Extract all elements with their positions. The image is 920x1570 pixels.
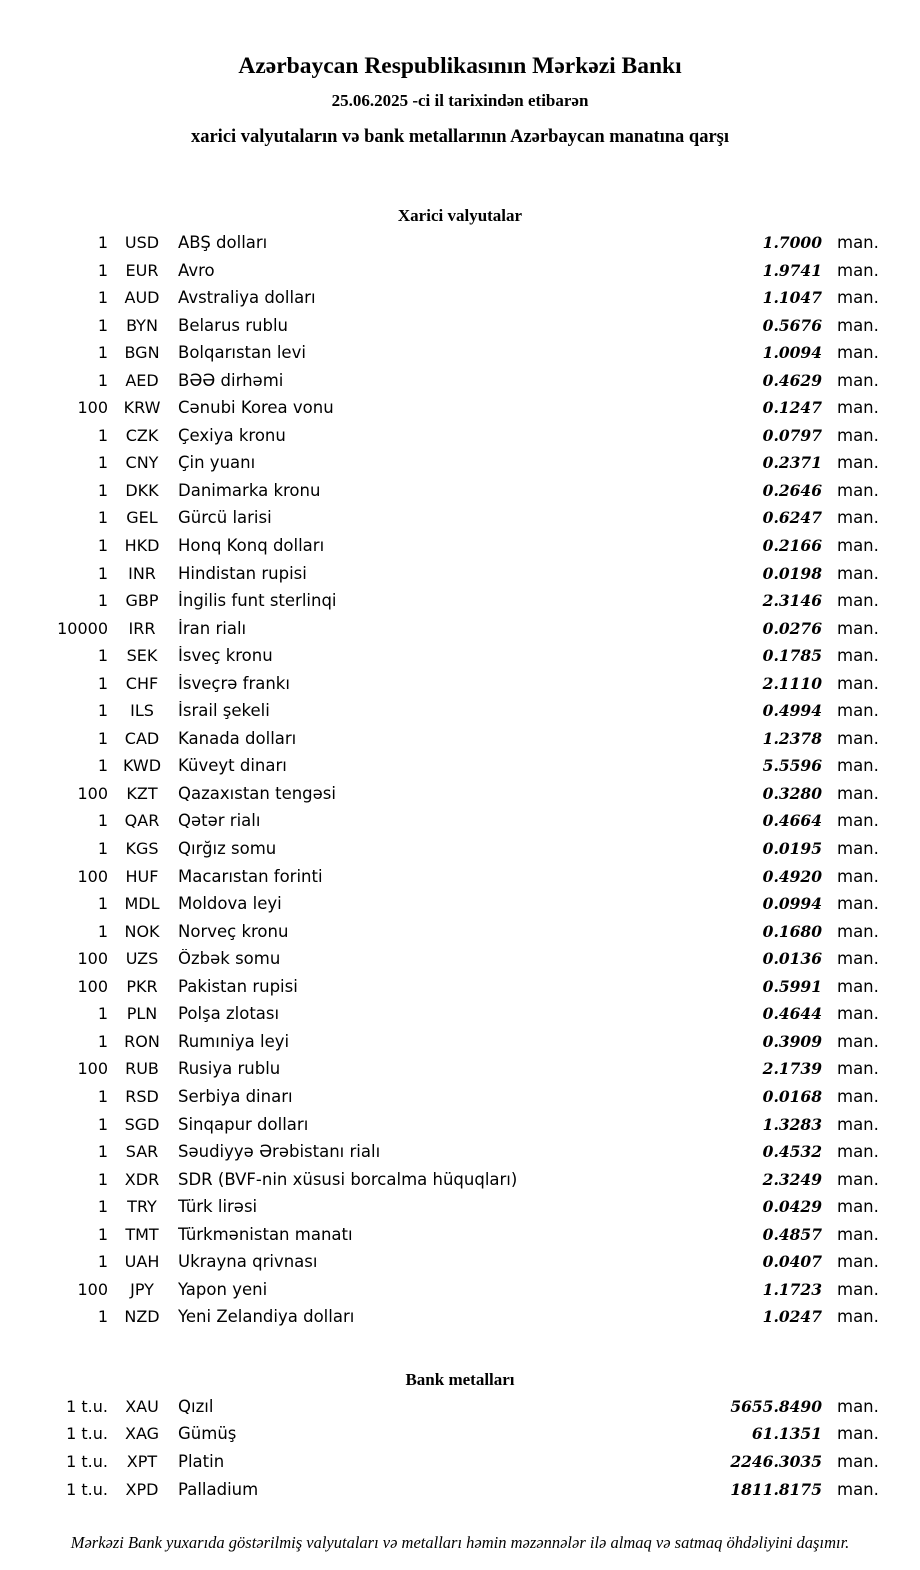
row-rate: 2.1739 <box>762 1059 822 1079</box>
page-title: Azərbaycan Respublikasının Mərkəzi Bankı <box>238 53 682 79</box>
row-unit: man. <box>837 976 879 996</box>
row-code: NZD <box>124 1307 160 1327</box>
row-qty: 1 <box>97 480 108 500</box>
row-name: ABŞ dolları <box>178 233 268 252</box>
row-code: IRR <box>128 618 156 638</box>
row-qty: 1 <box>97 1307 108 1327</box>
currency-row <box>0 867 920 895</box>
row-qty: 1 t.u. <box>66 1479 108 1499</box>
row-code: XPT <box>126 1451 158 1471</box>
row-qty: 100 <box>77 976 108 996</box>
currency-row <box>0 1225 920 1253</box>
row-qty: 10000 <box>57 618 108 638</box>
row-rate: 0.5991 <box>762 976 822 996</box>
row-qty: 1 t.u. <box>66 1424 108 1444</box>
row-qty: 1 <box>97 425 108 445</box>
row-name: Serbiya dinarı <box>178 1086 293 1106</box>
row-rate: 2.1110 <box>762 673 822 693</box>
currency-row <box>0 839 920 867</box>
row-qty: 100 <box>77 1279 108 1299</box>
row-rate: 0.0276 <box>762 618 822 638</box>
row-name: Pakistan rupisi <box>178 976 298 996</box>
currency-row <box>0 536 920 564</box>
row-code: GBP <box>125 591 159 611</box>
currency-row <box>0 977 920 1005</box>
row-code: BGN <box>124 343 160 363</box>
row-code: PKR <box>126 976 158 996</box>
row-unit: man. <box>837 1114 879 1134</box>
row-unit: man. <box>837 646 879 666</box>
row-qty: 1 <box>97 1031 108 1051</box>
metals-section-heading: Bank metalları <box>405 1369 515 1389</box>
row-rate: 1.7000 <box>762 233 822 252</box>
currency-row <box>0 701 920 729</box>
row-name: Macarıstan forinti <box>178 866 323 886</box>
currency-row <box>0 1280 920 1308</box>
row-unit: man. <box>837 811 879 831</box>
row-rate: 0.0407 <box>762 1252 822 1272</box>
currency-row <box>0 1252 920 1280</box>
row-code: SAR <box>125 1142 159 1162</box>
currencies-section-heading: Xarici valyutalar <box>397 206 523 225</box>
row-qty: 1 <box>97 894 108 914</box>
row-unit: man. <box>837 921 879 941</box>
row-name: Türk lirəsi <box>178 1197 258 1217</box>
row-unit: man. <box>837 1451 879 1471</box>
row-rate: 0.0195 <box>762 839 822 859</box>
metal-row <box>0 1452 920 1480</box>
row-code: UAH <box>124 1252 160 1272</box>
row-name: İran rialı <box>178 618 247 638</box>
row-rate: 1.3283 <box>762 1114 822 1134</box>
row-rate: 0.1785 <box>762 646 822 666</box>
row-rate: 0.2646 <box>762 480 822 500</box>
currency-row <box>0 784 920 812</box>
row-name: Küveyt dinarı <box>178 756 287 776</box>
row-unit: man. <box>837 949 879 969</box>
currency-row <box>0 1170 920 1198</box>
row-code: MDL <box>124 894 160 914</box>
currency-row <box>0 729 920 757</box>
row-rate: 1.1047 <box>762 288 822 308</box>
row-name: Palladium <box>178 1479 259 1499</box>
row-rate: 0.5676 <box>762 315 822 335</box>
row-unit: man. <box>837 1396 879 1416</box>
row-unit: man. <box>837 1031 879 1051</box>
row-name: Rumıniya leyi <box>178 1031 290 1051</box>
row-name: Danimarka kronu <box>178 480 321 500</box>
row-code: XPD <box>125 1479 159 1499</box>
row-code: QAR <box>124 811 160 831</box>
row-code: JPY <box>130 1279 154 1299</box>
currency-row <box>0 1197 920 1225</box>
row-unit: man. <box>837 701 879 721</box>
row-qty: 1 <box>97 1169 108 1189</box>
row-code: DKK <box>125 480 159 500</box>
currency-row <box>0 1115 920 1143</box>
row-rate: 0.4664 <box>762 811 822 831</box>
row-unit: man. <box>837 673 879 693</box>
row-qty: 1 <box>97 921 108 941</box>
currency-row <box>0 1142 920 1170</box>
row-qty: 100 <box>77 866 108 886</box>
row-name: Cənubi Korea vonu <box>178 398 334 418</box>
row-rate: 0.1247 <box>762 398 822 418</box>
row-rate: 5.5596 <box>762 756 822 776</box>
currency-row <box>0 398 920 426</box>
row-rate: 0.4994 <box>762 701 822 721</box>
row-name: İsrail şekeli <box>178 701 270 721</box>
metal-row <box>0 1480 920 1508</box>
row-qty: 1 <box>97 1197 108 1217</box>
row-name: Yapon yeni <box>178 1279 268 1299</box>
row-unit: man. <box>837 1224 879 1244</box>
row-rate: 0.3909 <box>762 1031 822 1051</box>
row-code: NOK <box>124 921 160 941</box>
currency-row <box>0 1032 920 1060</box>
currency-row <box>0 288 920 316</box>
row-unit: man. <box>837 1004 879 1024</box>
row-code: EUR <box>125 260 159 280</box>
row-name: Çin yuanı <box>178 453 256 473</box>
row-code: KZT <box>126 783 158 803</box>
row-name: Özbək somu <box>178 949 281 969</box>
row-unit: man. <box>837 756 879 776</box>
row-qty: 1 <box>97 508 108 528</box>
row-qty: 100 <box>77 398 108 418</box>
row-code: PLN <box>126 1004 158 1024</box>
row-code: GEL <box>126 508 158 528</box>
currency-row <box>0 922 920 950</box>
row-rate: 2.3249 <box>762 1169 822 1189</box>
currency-row <box>0 646 920 674</box>
row-code: TMT <box>125 1224 159 1244</box>
row-unit: man. <box>837 536 879 556</box>
row-qty: 1 <box>97 1004 108 1024</box>
row-unit: man. <box>837 508 879 528</box>
row-qty: 1 <box>97 233 108 252</box>
row-code: HKD <box>124 536 160 556</box>
row-name: Türkmənistan manatı <box>178 1224 353 1244</box>
currency-row <box>0 564 920 592</box>
row-code: XAG <box>124 1424 160 1444</box>
currencies-table <box>0 233 920 1335</box>
row-unit: man. <box>837 728 879 748</box>
metals-table <box>0 1397 920 1507</box>
row-name: Hindistan rupisi <box>178 563 307 583</box>
metal-row <box>0 1424 920 1452</box>
row-qty: 1 <box>97 839 108 859</box>
row-code: ILS <box>130 701 154 721</box>
row-name: Qazaxıstan tengəsi <box>178 783 336 803</box>
currency-row <box>0 619 920 647</box>
row-qty: 1 <box>97 1142 108 1162</box>
row-rate: 0.4532 <box>762 1142 822 1162</box>
currency-row <box>0 371 920 399</box>
row-rate: 0.4857 <box>762 1224 822 1244</box>
row-name: Moldova leyi <box>178 894 282 914</box>
row-name: Qırğız somu <box>178 839 277 859</box>
row-qty: 1 <box>97 343 108 363</box>
row-unit: man. <box>837 480 879 500</box>
row-unit: man. <box>837 425 879 445</box>
row-qty: 1 <box>97 1114 108 1134</box>
row-rate: 0.3280 <box>762 783 822 803</box>
row-qty: 1 <box>97 591 108 611</box>
row-qty: 1 <box>97 315 108 335</box>
row-code: KRW <box>123 398 161 418</box>
row-rate: 0.0429 <box>762 1197 822 1217</box>
row-name: BƏƏ dirhəmi <box>178 370 284 390</box>
row-code: AUD <box>124 288 160 308</box>
row-code: KWD <box>122 756 162 776</box>
row-rate: 2.3146 <box>762 591 822 611</box>
row-name: İngilis funt sterlinqi <box>178 591 337 611</box>
row-unit: man. <box>837 1252 879 1272</box>
row-qty: 1 <box>97 673 108 693</box>
row-unit: man. <box>837 288 879 308</box>
row-name: Ukrayna qrivnası <box>178 1252 318 1272</box>
row-unit: man. <box>837 1197 879 1217</box>
row-qty: 1 <box>97 701 108 721</box>
row-name: Honq Konq dolları <box>178 536 325 556</box>
row-rate: 0.4920 <box>762 866 822 886</box>
row-qty: 1 <box>97 1252 108 1272</box>
row-code: XDR <box>124 1169 160 1189</box>
row-name: Qətər rialı <box>178 811 261 831</box>
row-rate: 1811.8175 <box>730 1479 822 1499</box>
row-name: Rusiya rublu <box>178 1059 281 1079</box>
row-code: INR <box>128 563 156 583</box>
row-unit: man. <box>837 370 879 390</box>
row-rate: 61.1351 <box>751 1424 822 1444</box>
row-unit: man. <box>837 453 879 473</box>
row-name: SDR (BVF-nin xüsusi borcalma hüquqları) <box>178 1169 518 1189</box>
row-code: CHF <box>125 673 159 693</box>
row-qty: 1 <box>97 536 108 556</box>
currency-row <box>0 1307 920 1335</box>
row-rate: 0.2166 <box>762 536 822 556</box>
row-unit: man. <box>837 894 879 914</box>
currency-row <box>0 261 920 289</box>
row-qty: 1 <box>97 260 108 280</box>
row-name: İsveçrə frankı <box>178 673 290 693</box>
row-code: RON <box>124 1031 160 1051</box>
row-name: Gürcü larisi <box>178 508 272 528</box>
row-rate: 0.4629 <box>762 370 822 390</box>
row-name: Gümüş <box>178 1424 237 1444</box>
row-name: Çexiya kronu <box>178 425 286 445</box>
row-rate: 0.0136 <box>762 949 822 969</box>
row-rate: 1.0247 <box>762 1307 822 1327</box>
row-qty: 100 <box>77 1059 108 1079</box>
row-qty: 100 <box>77 783 108 803</box>
row-qty: 1 <box>97 728 108 748</box>
currency-row <box>0 674 920 702</box>
row-qty: 1 <box>97 453 108 473</box>
row-unit: man. <box>837 1424 879 1444</box>
row-name: Avstraliya dolları <box>178 288 316 308</box>
row-unit: man. <box>837 618 879 638</box>
row-rate: 1.0094 <box>762 343 822 363</box>
row-rate: 0.6247 <box>762 508 822 528</box>
row-qty: 1 <box>97 1224 108 1244</box>
row-qty: 1 <box>97 811 108 831</box>
row-name: Avro <box>178 260 215 280</box>
row-code: CNY <box>125 453 159 473</box>
row-rate: 0.0168 <box>762 1086 822 1106</box>
currency-row <box>0 811 920 839</box>
row-rate: 0.2371 <box>762 453 822 473</box>
row-name: İsveç kronu <box>178 646 273 666</box>
row-code: UZS <box>125 949 159 969</box>
row-rate: 0.1680 <box>762 921 822 941</box>
currency-row <box>0 894 920 922</box>
currency-row <box>0 1087 920 1115</box>
currency-row <box>0 949 920 977</box>
row-qty: 1 <box>97 756 108 776</box>
row-rate: 0.4644 <box>762 1004 822 1024</box>
currency-row <box>0 756 920 784</box>
row-code: CZK <box>125 425 159 445</box>
row-unit: man. <box>837 1059 879 1079</box>
row-rate: 0.0797 <box>762 425 822 445</box>
page-header <box>0 0 920 149</box>
row-name: Belarus rublu <box>178 315 289 335</box>
row-unit: man. <box>837 1169 879 1189</box>
row-code: TRY <box>127 1197 157 1217</box>
row-unit: man. <box>837 591 879 611</box>
row-unit: man. <box>837 866 879 886</box>
row-name: Sinqapur dolları <box>178 1114 309 1134</box>
currency-row <box>0 1004 920 1032</box>
row-unit: man. <box>837 315 879 335</box>
row-qty: 1 <box>97 288 108 308</box>
row-name: Polşa zlotası <box>178 1004 280 1024</box>
row-unit: man. <box>837 343 879 363</box>
currency-row <box>0 343 920 371</box>
page-subtitle: xarici valyutaların və bank metallarının Azərbaycan manatına qarşı <box>190 127 730 147</box>
currency-row <box>0 508 920 536</box>
row-unit: man. <box>837 398 879 418</box>
row-code: CAD <box>124 728 160 748</box>
effective-date: 25.06.2025 -ci il tarixindən etibarən <box>331 91 589 110</box>
row-code: USD <box>124 233 160 252</box>
row-name: Kanada dolları <box>178 728 297 748</box>
row-code: RSD <box>125 1086 159 1106</box>
row-unit: man. <box>837 839 879 859</box>
row-qty: 1 t.u. <box>66 1451 108 1471</box>
row-qty: 1 t.u. <box>66 1396 108 1416</box>
currency-row <box>0 1059 920 1087</box>
row-rate: 5655.8490 <box>730 1396 822 1416</box>
row-code: BYN <box>126 315 158 335</box>
row-rate: 1.1723 <box>762 1279 822 1299</box>
row-qty: 1 <box>97 1086 108 1106</box>
row-name: Qızıl <box>178 1396 214 1416</box>
row-qty: 1 <box>97 646 108 666</box>
row-name: Platin <box>178 1451 225 1471</box>
currency-row <box>0 453 920 481</box>
row-code: HUF <box>125 866 159 886</box>
row-unit: man. <box>837 233 879 252</box>
row-rate: 1.2378 <box>762 728 822 748</box>
row-unit: man. <box>837 783 879 803</box>
disclaimer-text: Mərkəzi Bank yuxarıda göstərilmiş valyutaları və metalları həmin məzənnələr ilə almaq və satmaq öhdəliyini daşımır. <box>70 1533 850 1553</box>
row-unit: man. <box>837 563 879 583</box>
row-unit: man. <box>837 260 879 280</box>
row-unit: man. <box>837 1307 879 1327</box>
row-code: KGS <box>125 839 159 859</box>
currency-row <box>0 426 920 454</box>
row-name: Norveç kronu <box>178 921 289 941</box>
row-qty: 1 <box>97 370 108 390</box>
row-unit: man. <box>837 1086 879 1106</box>
metal-row <box>0 1397 920 1425</box>
row-unit: man. <box>837 1279 879 1299</box>
row-qty: 1 <box>97 563 108 583</box>
row-code: SEK <box>126 646 158 666</box>
currency-row <box>0 316 920 344</box>
row-unit: man. <box>837 1479 879 1499</box>
currency-row <box>0 481 920 509</box>
row-code: AED <box>125 370 159 390</box>
row-rate: 0.0198 <box>762 563 822 583</box>
row-unit: man. <box>837 1142 879 1162</box>
row-name: Səudiyyə Ərəbistanı rialı <box>178 1142 381 1162</box>
row-rate: 1.9741 <box>762 260 822 280</box>
row-rate: 0.0994 <box>762 894 822 914</box>
row-code: XAU <box>125 1396 159 1416</box>
currency-row <box>0 233 920 261</box>
row-code: RUB <box>125 1059 159 1079</box>
row-name: Bolqarıstan levi <box>178 343 306 363</box>
currency-row <box>0 591 920 619</box>
row-code: SGD <box>124 1114 160 1134</box>
row-name: Yeni Zelandiya dolları <box>178 1307 355 1327</box>
row-qty: 100 <box>77 949 108 969</box>
row-rate: 2246.3035 <box>730 1451 822 1471</box>
